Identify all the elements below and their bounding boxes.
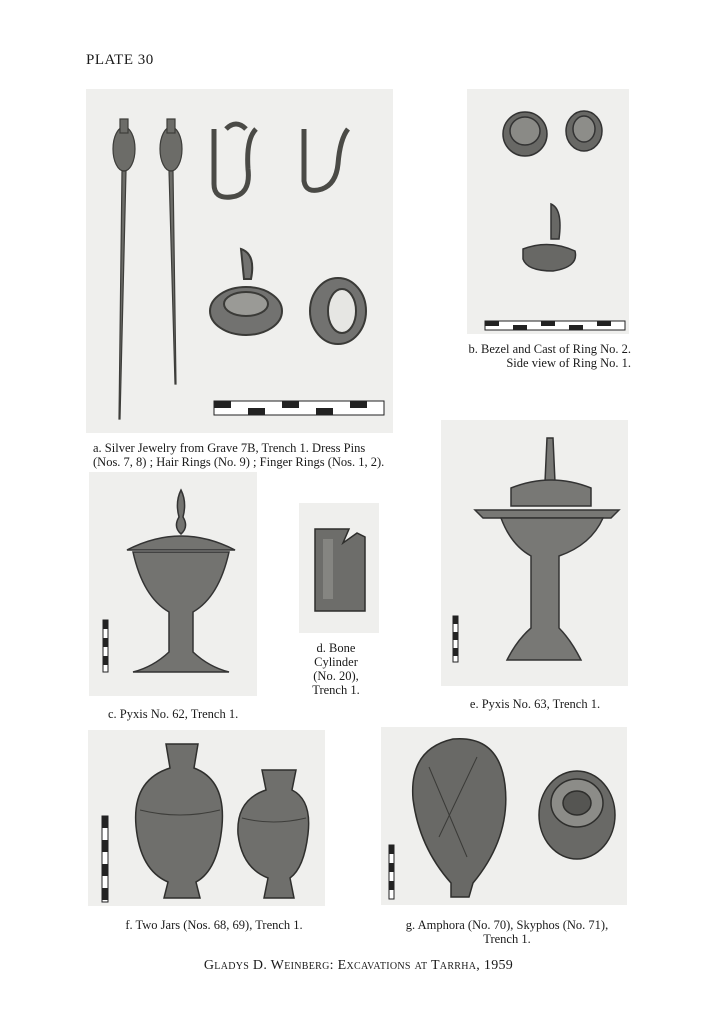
figure-g-photo [381,727,627,905]
figure-g-caption: g. Amphora (No. 70), Skyphos (No. 71), Trench 1. [405,918,609,946]
figure-c-pyxis-image [89,472,257,696]
figure-d-photo [299,503,379,633]
page-footer: Gladys D. Weinberg: Excavations at Tarrha, 1959 [203,958,514,973]
figure-f-jars-image [88,730,325,906]
figure-a-photo [86,89,393,433]
figure-e-photo [441,420,628,686]
figure-b-ring-image [467,89,629,334]
figure-g-amphora-image [381,727,627,905]
figure-d-caption: d. Bone Cylinder (No. 20), Trench 1. [312,641,360,697]
figure-e-caption: e. Pyxis No. 63, Trench 1. [469,697,601,711]
figure-c-photo [89,472,257,696]
figure-a-jewelry-image [86,89,393,433]
figure-f-caption: f. Two Jars (Nos. 68, 69), Trench 1. [125,918,303,932]
figure-c-caption: c. Pyxis No. 62, Trench 1. [108,707,239,721]
plate-label: PLATE 30 [86,52,154,68]
figure-f-photo [88,730,325,906]
figure-b-photo [467,89,629,334]
figure-a-caption: a. Silver Jewelry from Grave 7B, Trench 1. Dress Pins (Nos. 7, 8) ; Hair Rings (No. 9) ; Finger Rings (Nos. 1, 2). [93,441,385,469]
figure-d-cylinder-image [299,503,379,633]
figure-e-pyxis-image [441,420,628,686]
figure-b-caption: b. Bezel and Cast of Ring No. 2. Side view of Ring No. 1. [468,342,631,370]
